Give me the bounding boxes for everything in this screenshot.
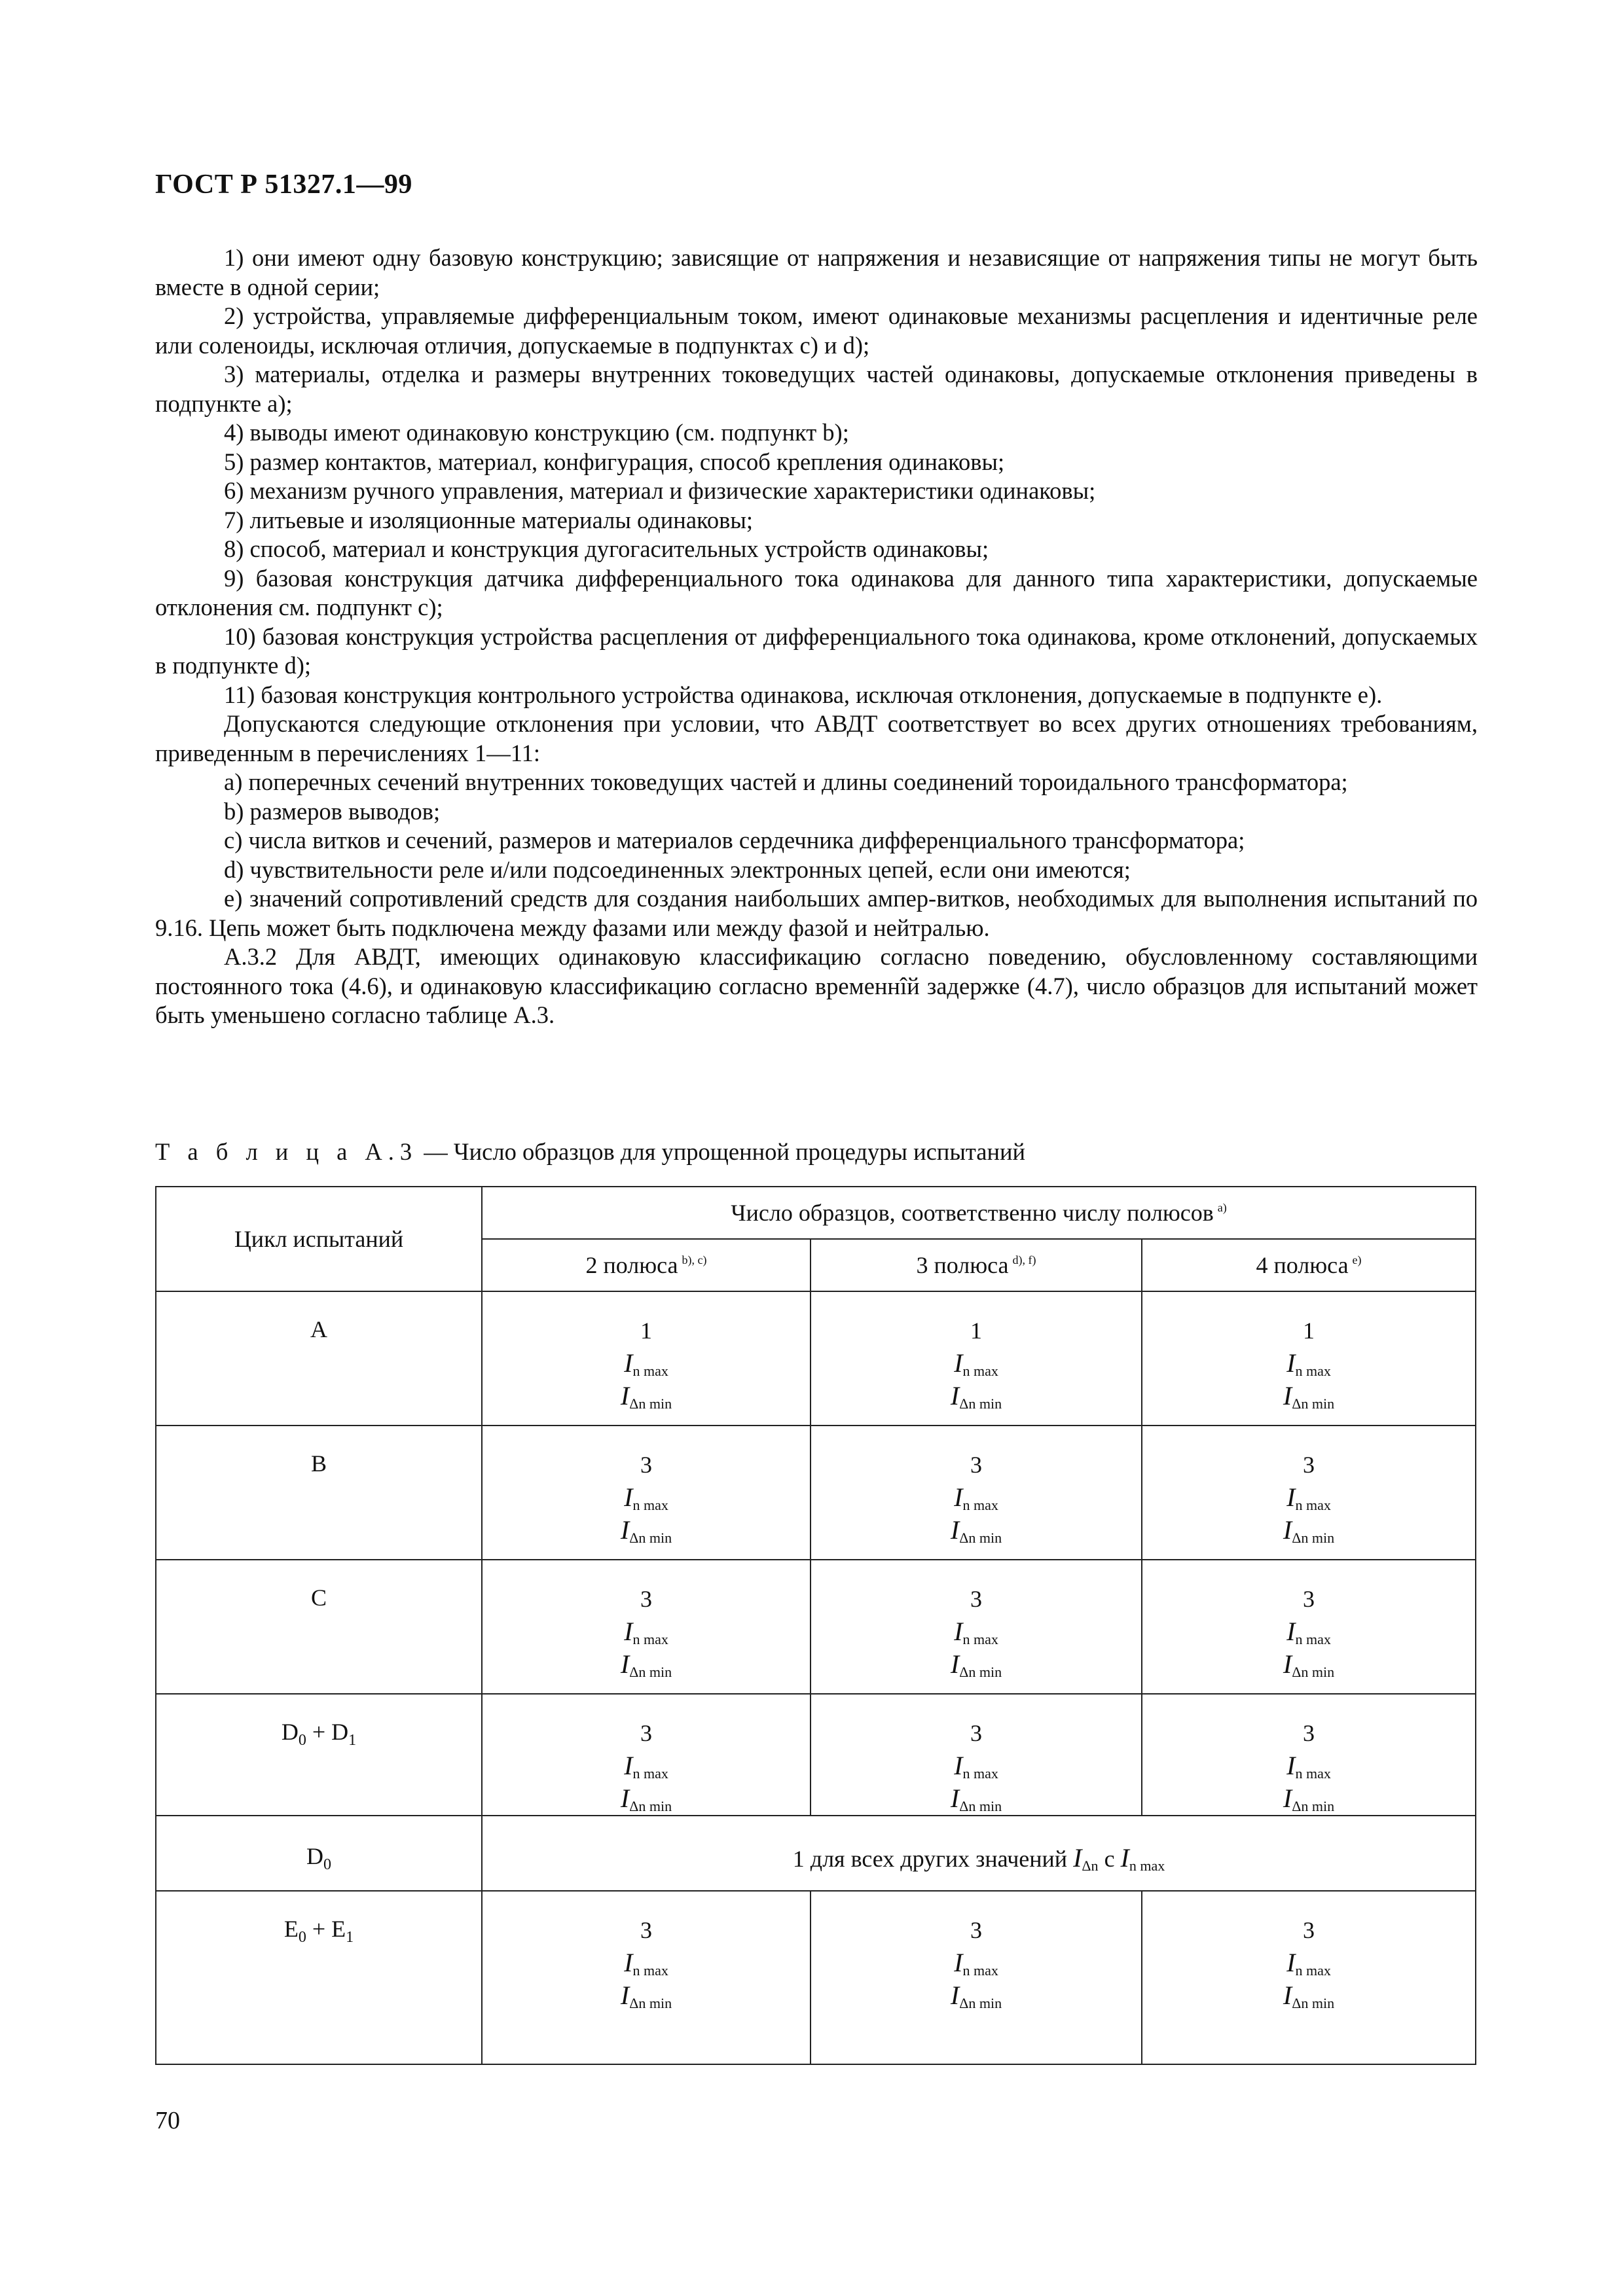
table-row xyxy=(156,1426,1476,1560)
count-cell: 3 $I_{n max}$ $I_{\Delta n min}$ xyxy=(482,1560,811,1694)
cycle-cell: $E_0 + E_1$ xyxy=(156,1891,482,2064)
table-caption-text: — Число образцов для упрощенной процедуры испытаний xyxy=(418,1138,1026,1165)
count-cell: 3 $I_{n max}$ $I_{\Delta n min}$ xyxy=(811,1426,1142,1560)
count-cell: 3 $I_{n max}$ $I_{\Delta n min}$ xyxy=(811,1694,1142,1816)
list-item: b) размеров выводов; xyxy=(224,797,441,825)
list-item: с) числа витков и сечений, размеров и материалов сердечника дифференциального трансформатора; xyxy=(224,827,1245,853)
samples-table xyxy=(155,1186,1476,2065)
table-row xyxy=(156,1816,1476,1891)
count-cell: 1 $I_{n max}$ $I_{\Delta n min}$ xyxy=(482,1291,811,1426)
paragraph: Допускаются следующие отклонения при условии, что АВДТ соответствует во всех других отношениях требованиям, приведенным в перечислениях 1—11: xyxy=(155,710,1478,766)
list-item: 11) базовая конструкция контрольного устройства одинакова, исключая отклонения, допускаемые в подпункте е). xyxy=(224,681,1383,708)
footnote-mark: d), f) xyxy=(1012,1253,1036,1266)
count-cell: 3 $I_{n max}$ $I_{\Delta n min}$ xyxy=(1142,1694,1476,1816)
cycle-cell: A xyxy=(156,1291,482,1426)
count-cell: 1 $I_{n max}$ $I_{\Delta n min}$ xyxy=(811,1291,1142,1426)
list-item: d) чувствительности реле и/или подсоединенных электронных цепей, если они имеются; xyxy=(224,855,1131,883)
count-cell: 3 $I_{n max}$ $I_{\Delta n min}$ xyxy=(811,1560,1142,1694)
header-3-poles: 3 полюса $^{d), f)}$ xyxy=(811,1239,1142,1291)
list-item: 8) способ, материал и конструкция дугогасительных устройств одинаковы; xyxy=(224,535,989,562)
body-text xyxy=(155,243,1478,1030)
list-item: 7) литьевые и изоляционные материалы одинаковы; xyxy=(224,506,754,533)
list-item: 9) базовая конструкция датчика дифференциального тока одинакова для данного типа характеристики, допускаемые отклонения см. подпункт с); xyxy=(155,564,1478,620)
count-cell: 3 $I_{n max}$ $I_{\Delta n min}$ xyxy=(1142,1426,1476,1560)
count-cell: 3 $I_{n max}$ $I_{\Delta n min}$ xyxy=(482,1694,811,1816)
cycle-cell: $D_0 + D_1$ xyxy=(156,1694,482,1816)
section-paragraph: А.3.2 Для АВДТ, имеющих одинаковую классификацию согласно поведению, обусловленному составляющими постоянного тока (4.6), и одинаковую классификацию согласно временнîй задержке (4.7), число образцов для испытаний может быть уменьшено согласно таблице А.3. xyxy=(155,943,1478,1028)
header-2-poles: 2 полюса $^{b), c)}$ xyxy=(482,1239,811,1291)
cycle-cell: C xyxy=(156,1560,482,1694)
count-cell: 1 $I_{n max}$ $I_{\Delta n min}$ xyxy=(1142,1291,1476,1426)
table-caption xyxy=(155,1138,1025,1166)
list-item: 5) размер контактов, материал, конфигурация, способ крепления одинаковы; xyxy=(224,448,1005,475)
list-item: 1) они имеют одну базовую конструкцию; зависящие от напряжения и независящие от напряжения типы не могут быть вместе в одной серии; xyxy=(155,244,1478,300)
count-cell: 3 $I_{n max}$ $I_{\Delta n min}$ xyxy=(811,1891,1142,2064)
list-item: 10) базовая конструкция устройства расцепления от дифференциального тока одинакова, кроме отклонений, допускаемых в подпункте d); xyxy=(155,622,1478,679)
table-row xyxy=(156,1291,1476,1426)
table-row xyxy=(156,1560,1476,1694)
table-caption-label: Т а б л и ц а А.3 xyxy=(155,1138,418,1165)
page-number: 70 xyxy=(155,2107,180,2134)
table-row xyxy=(156,1694,1476,1816)
list-item: 4) выводы имеют одинаковую конструкцию (см. подпункт b); xyxy=(224,419,849,446)
list-item: е) значений сопротивлений средств для создания наибольших ампер-витков, необходимых для выполнения испытаний по 9.16. Цепь может быть подключена между фазами или между фазой и нейтралью. xyxy=(155,885,1478,941)
cycle-cell: B xyxy=(156,1426,482,1560)
document-header: ГОСТ Р 51327.1—99 xyxy=(155,170,412,200)
header-4-poles: 4 полюса $^{e)}$ xyxy=(1142,1239,1476,1291)
table-row xyxy=(156,1891,1476,2064)
count-cell: 3 $I_{n max}$ $I_{\Delta n min}$ xyxy=(1142,1891,1476,2064)
span-note-cell: 1 для всех других значений $I_{\Delta n}$ с $I_{n max}$ xyxy=(482,1816,1476,1891)
list-item: а) поперечных сечений внутренних токоведущих частей и длины соединений тороидального трансформатора; xyxy=(224,768,1348,795)
header-cycle: Цикл испытаний xyxy=(156,1187,482,1291)
cycle-cell: $D_0$ xyxy=(156,1816,482,1891)
footnote-mark: b), c) xyxy=(682,1253,707,1266)
samples-table-wrapper xyxy=(155,1186,1475,2076)
header-group: Число образцов, соответственно числу полюсов $^{a)}$ xyxy=(482,1187,1476,1239)
list-item: 3) материалы, отделка и размеры внутренних токоведущих частей одинаковы, допускаемые отклонения приведены в подпункте а); xyxy=(155,361,1478,417)
list-item: 2) устройства, управляемые дифференциальным током, имеют одинаковые механизмы расцепления и идентичные реле или соленоиды, исключая отличия, допускаемые в подпунктах с) и d); xyxy=(155,302,1478,359)
count-cell: 3 $I_{n max}$ $I_{\Delta n min}$ xyxy=(482,1426,811,1560)
footnote-mark: e) xyxy=(1352,1253,1362,1266)
list-item: 6) механизм ручного управления, материал и физические характеристики одинаковы; xyxy=(224,477,1096,504)
count-cell: 3 $I_{n max}$ $I_{\Delta n min}$ xyxy=(482,1891,811,2064)
table-header-row xyxy=(156,1187,1476,1239)
footnote-mark: a) xyxy=(1217,1201,1227,1214)
count-cell: 3 $I_{n max}$ $I_{\Delta n min}$ xyxy=(1142,1560,1476,1694)
